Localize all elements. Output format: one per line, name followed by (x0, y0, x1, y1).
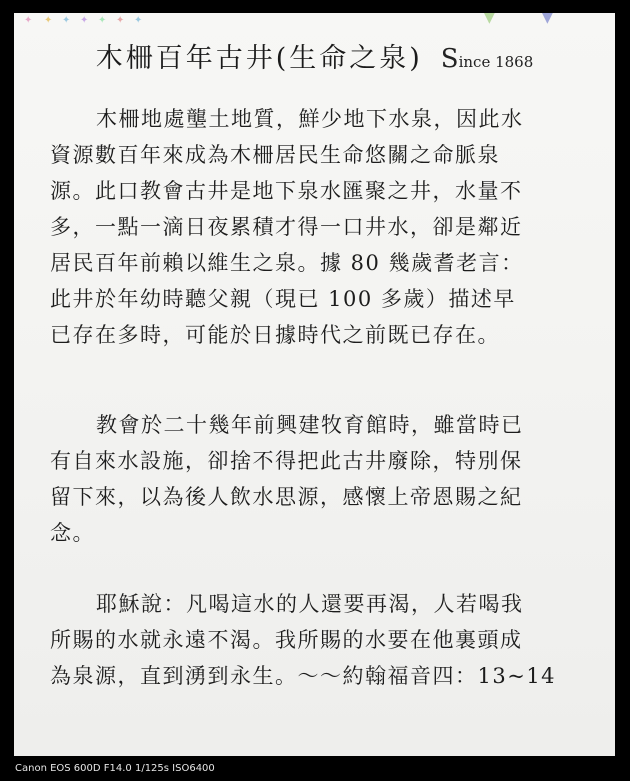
star-decoration-icon: ✦ (98, 15, 107, 26)
title-text: 木柵百年古井(生命之泉) (95, 43, 423, 74)
flag-decoration-icon: ▼ (542, 13, 553, 26)
text-line: 為泉源，直到湧到永生。～～約翰福音四：13~14 (50, 664, 557, 688)
text-line: 多，一點一滴日夜累積才得一口井水，卻是鄰近 (50, 215, 523, 239)
text-line: 所賜的水就永遠不渴。我所賜的水要在他裏頭成 (50, 628, 523, 652)
text-line: 教會於二十幾年前興建牧育館時，雖當時已 (96, 413, 524, 437)
photo-frame (14, 13, 615, 756)
text-line: 居民百年前賴以維生之泉。據 80 幾歲耆老言： (50, 251, 524, 275)
star-decoration-icon: ✦ (80, 15, 89, 26)
exif-caption: Canon EOS 600D F14.0 1/125s ISO6400 (15, 763, 215, 774)
paragraph-history (50, 101, 570, 353)
text-line: 此井於年幼時聽父親（現已 100 多歲）描述早 (50, 287, 516, 311)
since-rest: ince 1868 (458, 53, 534, 71)
sign-title (14, 39, 615, 79)
decorative-flags (14, 13, 615, 27)
text-line: 耶穌說：凡喝這水的人還要再渴，人若喝我 (96, 592, 524, 616)
text-line: 資源數百年來成為木柵居民生命悠關之命脈泉 (50, 143, 500, 167)
star-decoration-icon: ✦ (44, 15, 53, 26)
paragraph-scripture (50, 586, 570, 694)
text-line: 留下來，以為後人飲水思源，感懷上帝恩賜之紀 (50, 485, 523, 509)
star-decoration-icon: ✦ (116, 15, 125, 26)
sign-board (14, 13, 615, 756)
since-initial: S (440, 44, 459, 74)
since-year (440, 44, 534, 74)
flag-decoration-icon: ▼ (484, 13, 495, 26)
text-line: 有自來水設施，卻捨不得把此古井廢除，特別保 (50, 449, 523, 473)
text-line: 已存在多時，可能於日據時代之前既已存在。 (50, 323, 500, 347)
text-line: 木柵地處壟土地質，鮮少地下水泉，因此水 (96, 107, 524, 131)
text-line: 源。此口教會古井是地下泉水匯聚之井，水量不 (50, 179, 523, 203)
paragraph-preservation (50, 407, 570, 551)
star-decoration-icon: ✦ (24, 15, 33, 26)
star-decoration-icon: ✦ (62, 15, 71, 26)
star-decoration-icon: ✦ (134, 15, 143, 26)
text-line: 念。 (50, 521, 95, 545)
